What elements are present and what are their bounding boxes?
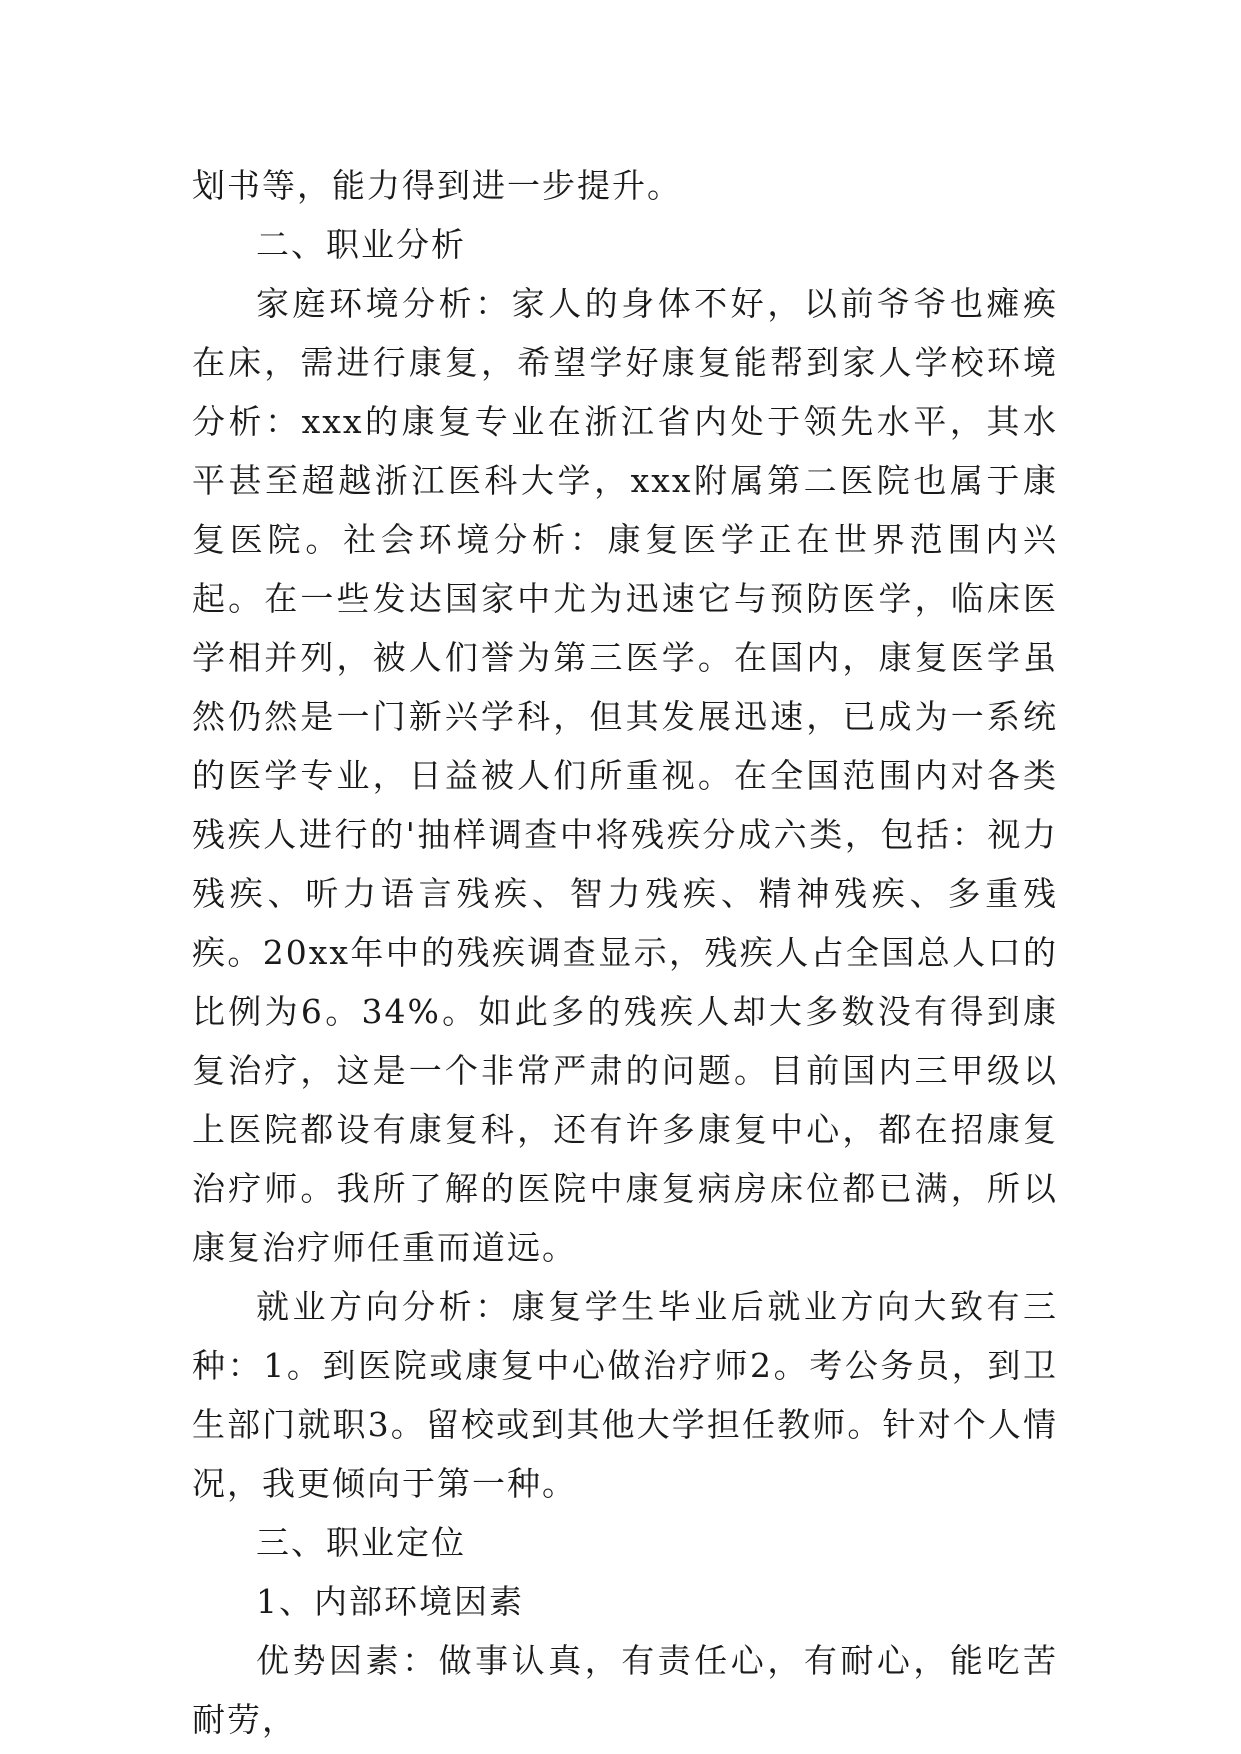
paragraph-strengths: 优势因素：做事认真，有责任心，有耐心，能吃苦耐劳， <box>192 1641 1058 1739</box>
paragraph-environment-analysis: 家庭环境分析：家人的身体不好，以前爷爷也瘫痪在床，需进行康复，希望学好康复能帮到家人学校环境分析：xxx的康复专业在浙江省内处于领先水平，其水平甚至超越浙江医科大学，xxx附属第二医院也属于康复医院。社会环境分析：康复医学正在世界范围内兴起。在一些发达国家中尤为迅速它与预防医学，临床医学相并列，被人们誉为第三医学。在国内，康复医学虽然仍然是一门新兴学科，但其发展迅速，已成为一系统的医学专业，日益被人们所重视。在全国范围内对各类残疾人进行的'抽样调查中将残疾分成六类，包括：视力残疾、听力语言残疾、智力残疾、精神残疾、多重残疾。20xx年中的残疾调查显示，残疾人占全国总人口的比例为6。34%。如此多的残疾人却大多数没有得到康复治疗，这是一个非常严肃的问题。目前国内三甲级以上医院都设有康复科，还有许多康复中心，都在招康复治疗师。我所了解的医院中康复病房床位都已满，所以康复治疗师任重而道远。 <box>192 284 1058 1267</box>
document-page <box>192 156 1058 1749</box>
section-heading-career-positioning: 三、职业定位 <box>256 1523 466 1562</box>
paragraph-continuation: 划书等，能力得到进一步提升。 <box>192 166 682 205</box>
paragraph-employment-direction: 就业方向分析：康复学生毕业后就业方向大致有三种：1。到医院或康复中心做治疗师2。考公务员，到卫生部门就职3。留校或到其他大学担任教师。针对个人情况，我更倾向于第一种。 <box>192 1287 1058 1503</box>
subsection-heading-internal-factors: 1、内部环境因素 <box>256 1582 524 1621</box>
section-heading-career-analysis: 二、职业分析 <box>256 225 466 264</box>
